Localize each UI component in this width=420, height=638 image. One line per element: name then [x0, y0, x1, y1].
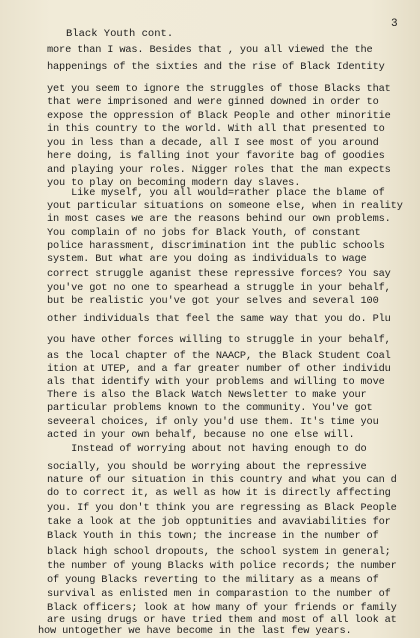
text-line: you've got no one to spearhead a struggle in your behalf,: [47, 282, 391, 294]
text-line: you. If you don't think you are regressing as Black People: [47, 502, 397, 514]
text-line: system. But what are you doing as individuals to wage: [47, 253, 367, 265]
text-line: seveeral choices, if only you'd use them. It's time you: [47, 416, 379, 428]
text-line: correct struggle aganist these repressive forces? You say: [47, 268, 391, 280]
text-line: the number of young Blacks with police records; the number: [47, 560, 397, 572]
text-line: as the local chapter of the NAACP, the Black Student Coal: [47, 350, 391, 362]
section-header: Black Youth cont.: [66, 28, 174, 40]
text-line: how untogether we have become in the last few years.: [38, 625, 352, 637]
text-line: expose the oppression of Black People and other minoritie: [47, 110, 391, 122]
text-line: Like myself, you all would=rather place the blame of: [47, 187, 385, 199]
text-line: you in less than a decade, all I see most of you around: [47, 137, 379, 149]
text-line: more than I was. Besides that , you all viewed the the: [47, 44, 373, 56]
text-line: in this country to the world. With all that presented to: [47, 123, 385, 135]
text-line: and playing your roles. Nigger roles that the man expects: [47, 164, 391, 176]
text-line: acted in your own behalf, because no one else will.: [47, 429, 355, 441]
text-line: you have other forces willing to struggle in your behalf,: [47, 334, 391, 346]
text-line: that were imprisoned and were ginned downed in order to: [47, 96, 379, 108]
text-line: als that identify with your problems and willing to move: [47, 376, 385, 388]
text-line: do to correct it, as well as how it is directly affecting: [47, 487, 391, 499]
text-line: socially, you should be worrying about the repressive: [47, 461, 367, 473]
text-line: black high school dropouts, the school system in general;: [47, 546, 391, 558]
text-line: nature of our situation in this country and what you can d: [47, 474, 397, 486]
text-line: take a look at the job opptunities and avaviabilities for: [47, 516, 391, 528]
text-line: yout particular situations on someone else, when in reality: [47, 200, 403, 212]
text-line: happenings of the sixties and the rise of Black Identity: [47, 61, 385, 73]
text-line: are using drugs or have tried them and most of all look at: [47, 614, 397, 626]
text-line: yet you seem to ignore the struggles of those Blacks that: [47, 83, 391, 95]
text-line: Black officers; look at how many of your friends or family: [47, 602, 397, 614]
text-line: Instead of worrying about not having enough to do: [47, 443, 367, 455]
text-line: other individuals that feel the same way that you do. Plu: [47, 313, 391, 325]
text-line: particular problems known to the community. You've got: [47, 402, 373, 414]
text-line: ition at UTEP, and a far greater number of other individu: [47, 363, 391, 375]
text-line: You complain of no jobs for Black Youth, of constant: [47, 227, 361, 239]
text-line: but be realistic you've got your selves and several 100: [47, 295, 379, 307]
page-number: 3: [391, 18, 398, 30]
text-line: Black Youth in this town; the increase in the number of: [47, 530, 379, 542]
text-line: police harassment, discrimination int the public schools: [47, 240, 385, 252]
text-line: survival as enlisted men in comparastion to the number of: [47, 588, 391, 600]
text-line: here doing, is falling inot your favorite bag of goodies: [47, 150, 385, 162]
text-line: of young Blacks reverting to the military as a means of: [47, 574, 379, 586]
text-line: you to play on becoming modern day slaves.: [47, 177, 301, 189]
text-line: in most cases we are the reasons behind our own problems.: [47, 213, 391, 225]
text-line: There is also the Black Watch Newsletter to make your: [47, 389, 367, 401]
